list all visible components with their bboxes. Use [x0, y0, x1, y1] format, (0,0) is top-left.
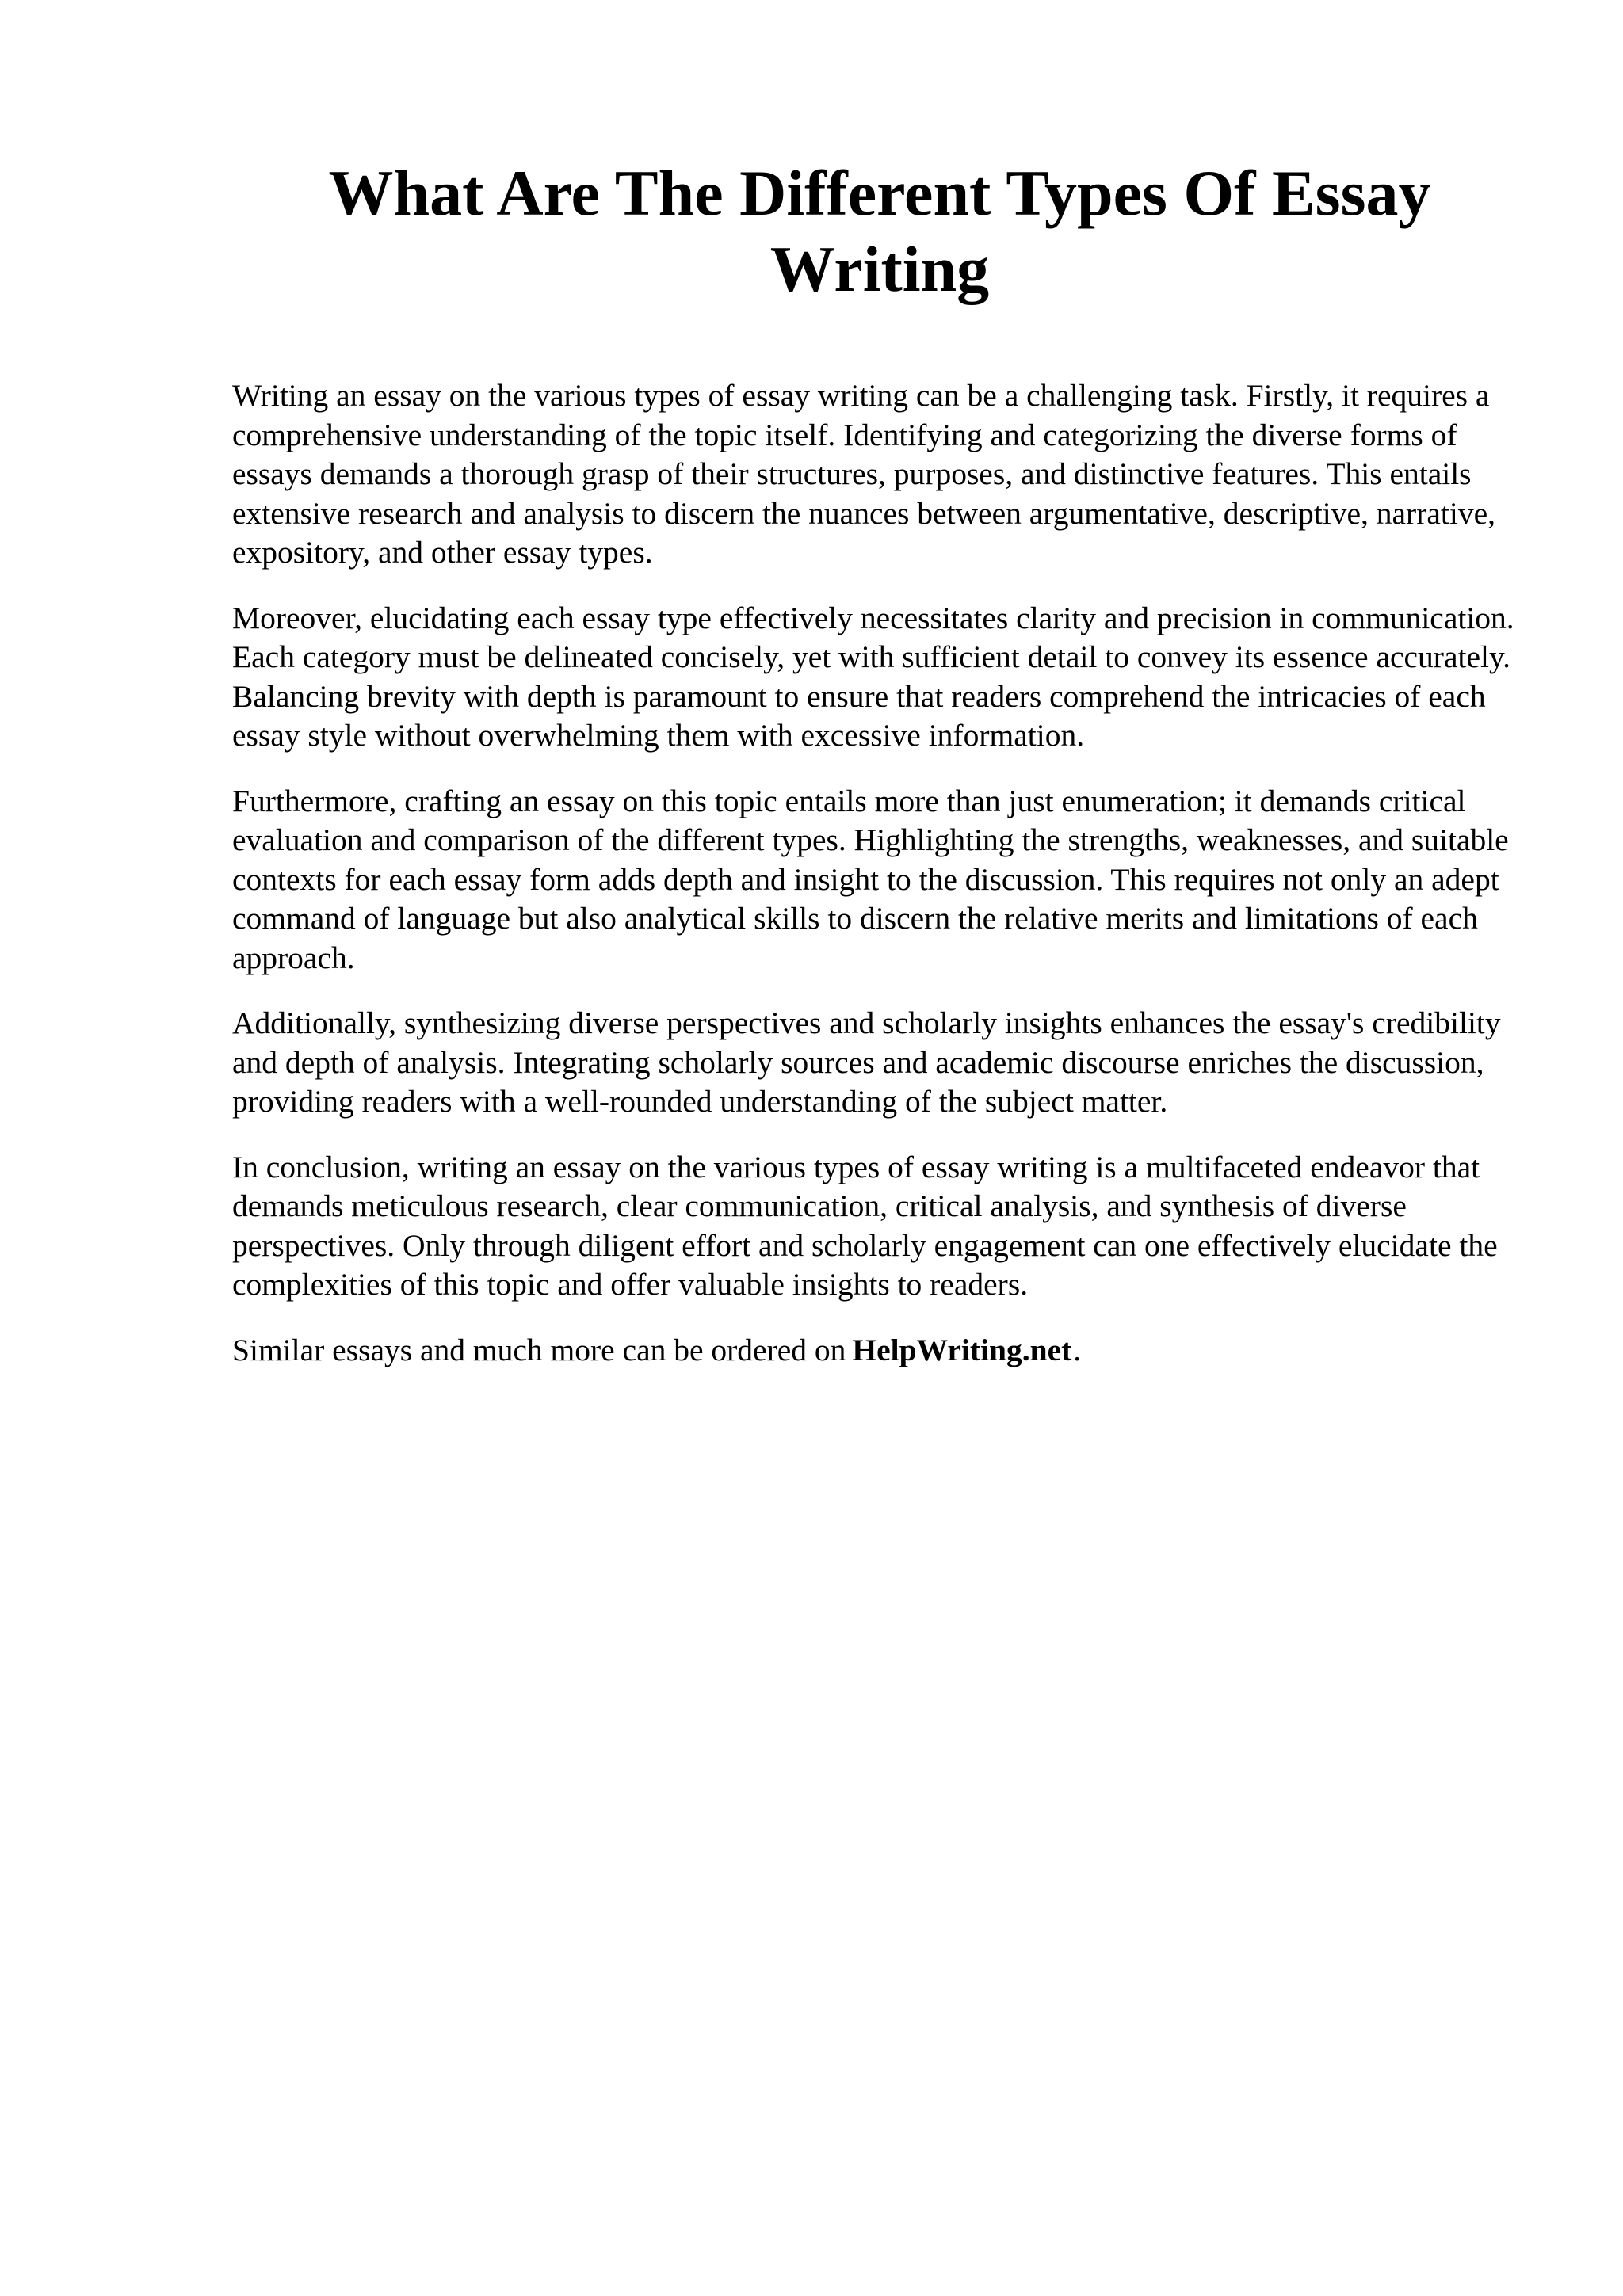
closing-suffix: .: [1073, 1332, 1082, 1367]
paragraph: Furthermore, crafting an essay on this topic entails more than just enumeration; it demands critical evaluation and comparison of the different types. Highlighting the strengths, weaknesses, and suitable contexts for each essay form adds depth and insight to the discussion. This requires not only an adept command of language but also analytical skills to discern the relative merits and limitations of each approach.: [232, 783, 1509, 975]
paragraph: Additionally, synthesizing diverse perspectives and scholarly insights enhances the essay's credibility and depth of analysis. Integrating scholarly sources and academic discourse enriches the discussion, providing readers with a well-rounded understanding of the subject matter.: [232, 1005, 1501, 1119]
closing-line: [232, 1331, 1524, 1371]
paragraph: Writing an essay on the various types of essay writing can be a challenging task. Firstly, it requires a comprehensive understanding of the topic itself. Identifying and categorizing the diverse forms of essays demands a thorough grasp of their structures, purposes, and distinctive features. This entails extensive research and analysis to discern the nuances between argumentative, descriptive, narrative, expository, and other essay types.: [232, 378, 1495, 570]
document-body: [232, 376, 1524, 1396]
document-title: What Are The Different Types Of Essay Writing: [328, 157, 1431, 305]
paragraph: Moreover, elucidating each essay type effectively necessitates clarity and precision in communication. Each category must be delineated concisely, yet with sufficient detail to convey its essence accurately. Balancing brevity with depth is paramount to ensure that readers comprehend the intricacies of each essay style without overwhelming them with excessive information.: [232, 600, 1514, 753]
closing-prefix: Similar essays and much more can be ordered on: [232, 1332, 846, 1367]
paragraph: In conclusion, writing an essay on the various types of essay writing is a multifaceted endeavor that demands meticulous research, clear communication, critical analysis, and synthesis of diverse perspectives. Only through diligent effort and scholarly engagement can one effectively elucidate the complexities of this topic and offer valuable insights to readers.: [232, 1149, 1498, 1302]
helpwriting-link[interactable]: HelpWriting.net: [852, 1332, 1072, 1367]
